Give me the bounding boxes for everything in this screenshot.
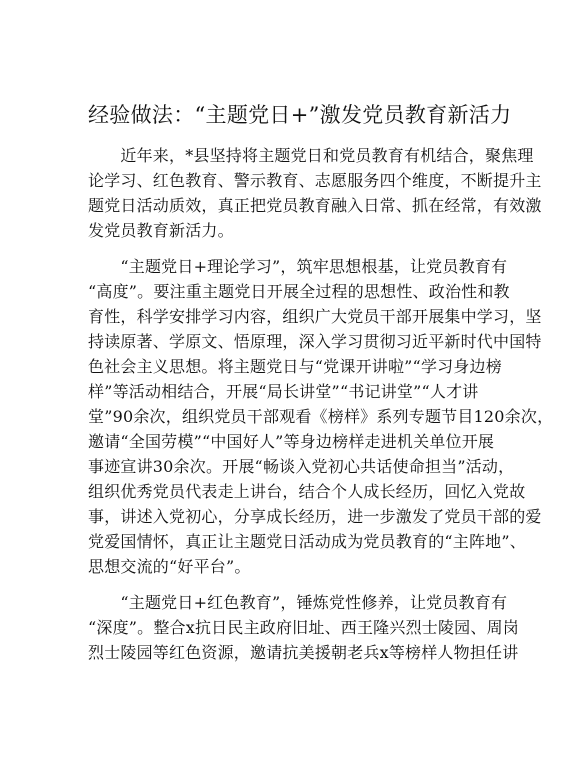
paragraph-2-line-5: 色社会主义思想。将主题党日与“党课开讲啦”“学习身边榜 xyxy=(88,357,502,376)
paragraph-2-line-7: 堂”90余次，组织党员干部观看《榜样》系列专题节目120余次， xyxy=(88,407,554,426)
paragraph-3-line-3: 烈士陵园等红色资源，邀请抗美援朝老兵x等榜样人物担任讲 xyxy=(88,643,519,662)
paragraph-1-line-2: 论学习、红色教育、警示教育、志愿服务四个维度，不断提升主 xyxy=(88,171,542,190)
paragraph-1-line-1: 近年来，*县坚持将主题党日和党员教育有机结合，聚焦理 xyxy=(88,146,534,165)
paragraph-2-line-1: “主题党日+理论学习”，筑牢思想根基，让党员教育有 xyxy=(88,257,508,276)
paragraph-2-line-3: 育性，科学安排学习内容，组织广大党员干部开展集中学习，坚 xyxy=(88,307,542,326)
paragraph-2-line-2: “高度”。要注重主题党日开展全过程的思想性、政治性和教 xyxy=(88,282,510,301)
paragraph-2-line-11: 事，讲述入党初心，分享成长经历，进一步激发了党员干部的爱 xyxy=(88,507,542,526)
paragraph-1-line-3: 题党日活动质效，真正把党员教育融入日常、抓在经常，有效激 xyxy=(88,196,542,215)
paragraph-1-line-4: 发党员教育新活力。 xyxy=(88,221,234,240)
paragraph-2-line-6: 样”等活动相结合，开展“局长讲堂”“书记讲堂”“人才讲 xyxy=(88,382,479,401)
paragraph-2-line-13: 思想交流的“好平台”。 xyxy=(88,557,251,576)
paragraph-2-line-9: 事迹宣讲30余次。开展“畅谈入党初心共话使命担当”活动， xyxy=(88,457,515,476)
document-title: 经验做法：“主题党日+”激发党员教育新活力 xyxy=(88,103,512,127)
paragraph-3-line-2: “深度”。整合x抗日民主政府旧址、西王隆兴烈士陵园、周岗 xyxy=(88,618,519,637)
paragraph-3-line-1: “主题党日+红色教育”，锤炼党性修养，让党员教育有 xyxy=(88,593,508,612)
paragraph-2-line-4: 持读原著、学原文、悟原理，深入学习贯彻习近平新时代中国特 xyxy=(88,332,542,351)
paragraph-2-line-12: 党爱国情怀，真正让主题党日活动成为党员教育的“主阵地”、 xyxy=(88,532,526,551)
paragraph-2-line-8: 邀请“全国劳模”“中国好人”等身边榜样走进机关单位开展 xyxy=(88,432,495,451)
paragraph-2-line-10: 组织优秀党员代表走上讲台，结合个人成长经历，回忆入党故 xyxy=(88,482,526,501)
